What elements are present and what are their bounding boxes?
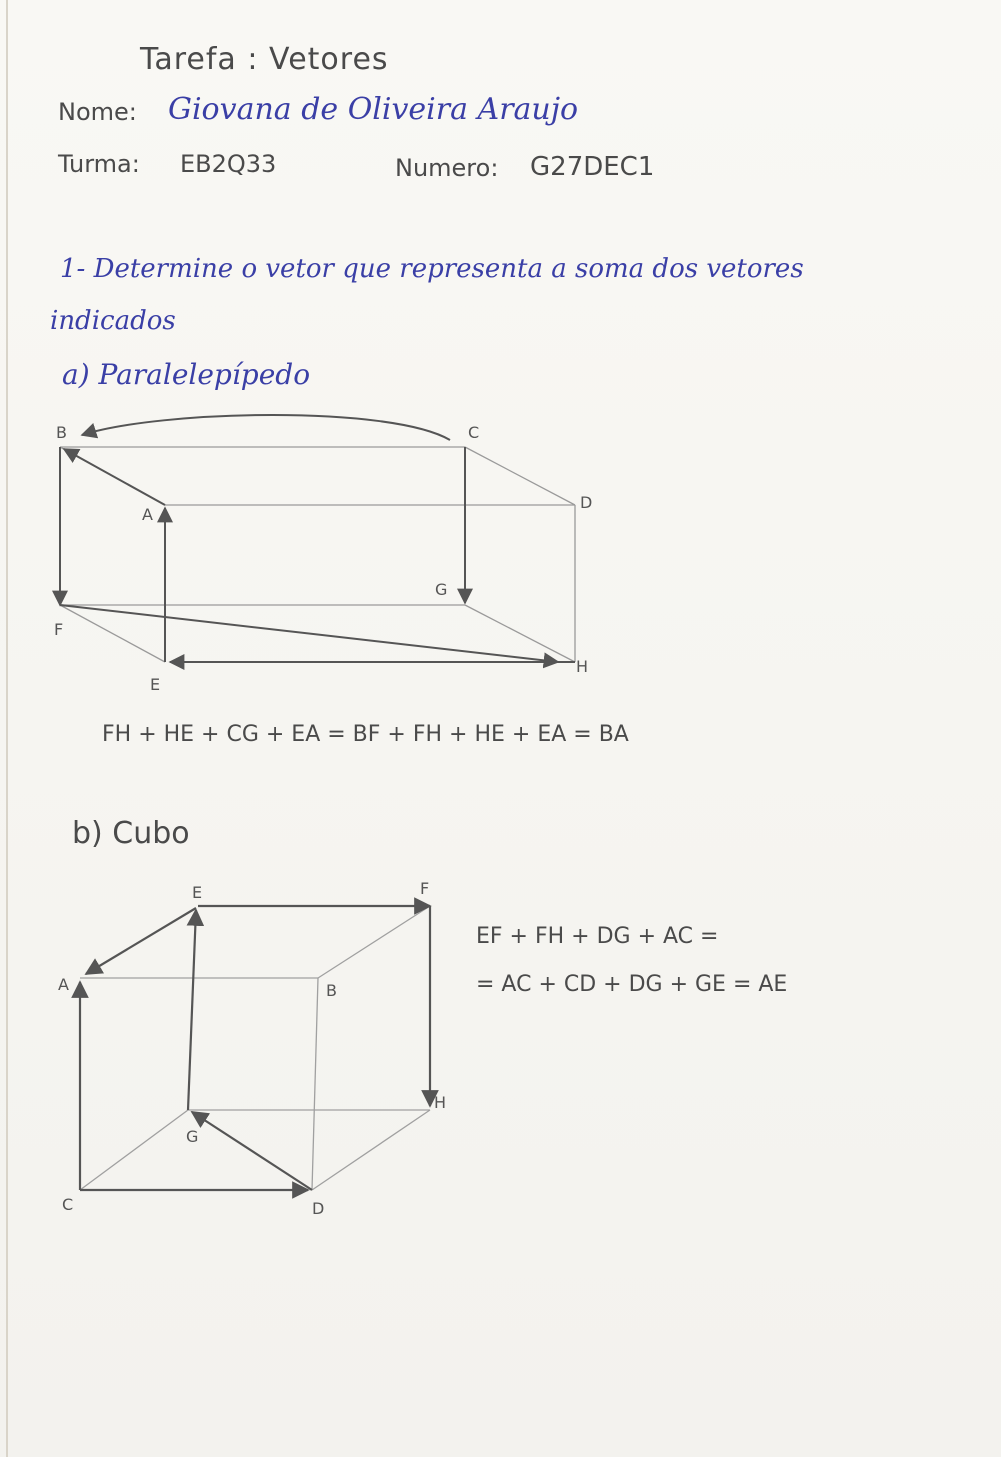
vertex-d: D: [312, 1199, 325, 1218]
name-value: Giovana de Oliveira Araujo: [168, 92, 579, 127]
page-margin-line: [6, 0, 8, 1457]
parallelepiped-vertex-labels: [54, 423, 592, 694]
number-value: G27DEC1: [530, 152, 655, 182]
vertex-b: B: [326, 981, 337, 1000]
vertex-f: F: [420, 879, 430, 898]
vertex-c: C: [62, 1195, 74, 1214]
vector-fh: [60, 605, 558, 662]
vertex-a: A: [142, 505, 153, 524]
cube-vectors: [80, 906, 430, 1190]
part-a-label: a) Paralelepípedo: [62, 358, 311, 391]
vertex-c: C: [468, 423, 480, 442]
vertex-g: G: [435, 580, 448, 599]
vector-ea: [86, 908, 196, 974]
number-label: Numero:: [395, 154, 499, 182]
part-b-equation-line-1: EF + FH + DG + AC =: [476, 924, 719, 949]
cube-edges: [80, 906, 430, 1190]
class-label: Turma:: [58, 150, 140, 178]
vertex-a: A: [58, 975, 69, 994]
vertex-h: H: [576, 657, 589, 676]
parallelepiped-vectors: [60, 415, 575, 662]
question-text-line-2: indicados: [50, 306, 176, 336]
vector-ab: [64, 449, 165, 505]
cube-vertex-labels: [58, 879, 446, 1218]
part-a-equation: FH + HE + CG + EA = BF + FH + HE + EA = BA: [102, 722, 629, 747]
name-label: Nome:: [58, 98, 137, 126]
vertex-f: F: [54, 620, 64, 639]
vertex-h: H: [434, 1093, 447, 1112]
parallelepiped-figure: [40, 400, 620, 710]
parallelepiped-edges: [60, 447, 575, 662]
vertex-b: B: [56, 423, 67, 442]
vertex-g: G: [186, 1127, 199, 1146]
page-title: Tarefa : Vetores: [140, 42, 389, 77]
vector-dg: [192, 1112, 312, 1190]
vertex-d: D: [580, 493, 593, 512]
class-value: EB2Q33: [180, 150, 277, 178]
vector-ge: [188, 910, 196, 1110]
vertex-e: E: [150, 675, 161, 694]
vertex-e: E: [192, 883, 203, 902]
curved-arrow: [82, 415, 450, 440]
part-b-equation-line-2: = AC + CD + DG + GE = AE: [476, 972, 788, 997]
part-b-label: b) Cubo: [72, 816, 190, 851]
question-text-line-1: 1- Determine o vetor que representa a soma dos vetores: [60, 254, 804, 284]
cube-figure: [50, 870, 450, 1220]
